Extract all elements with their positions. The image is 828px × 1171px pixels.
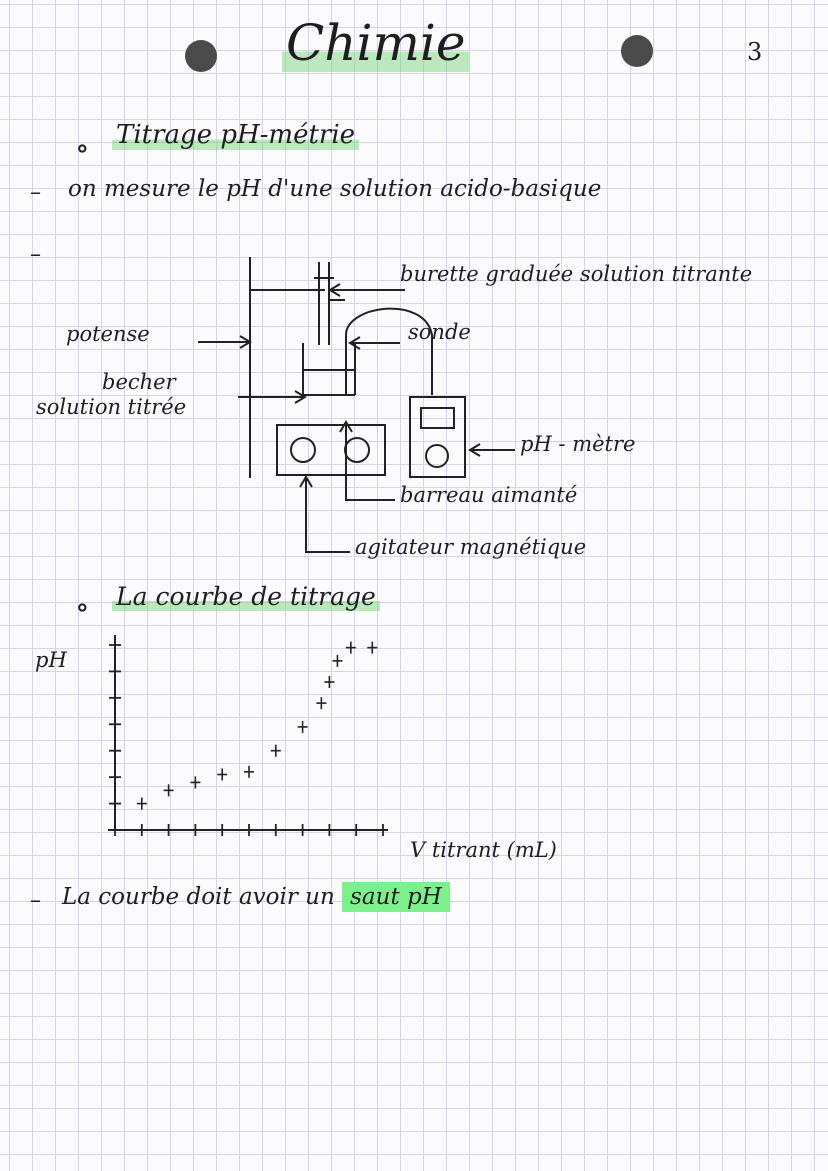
dash-marker: – [30,180,41,205]
dash-marker-3: – [30,888,41,913]
data-point [137,798,147,810]
data-point [298,721,308,733]
label-solution-titree: solution titrée [36,395,187,419]
data-point [316,697,326,709]
data-point [271,745,281,757]
y-axis-label: pH [35,648,67,672]
section-title-titrage: Titrage pH-métrie [112,120,359,150]
label-potence: potense [66,322,150,346]
label-agitateur: agitateur magnétique [355,535,587,559]
label-barreau: barreau aimanté [400,483,578,507]
data-point [190,776,200,788]
data-point [244,766,254,778]
label-becher: becher [102,370,176,394]
conclusion-text: La courbe doit avoir un [62,884,335,910]
bullet-dot-2: ∘ [75,590,90,625]
label-sonde: sonde [408,320,471,344]
x-axis-label: V titrant (mL) [410,838,557,862]
data-point [217,769,227,781]
label-burette: burette graduée solution titrante [400,262,753,286]
text-line-mesure: on mesure le pH d'une solution acido-basique [68,176,602,202]
data-point [367,642,377,654]
page-title: Chimie [282,14,469,72]
label-ph-metre: pH - mètre [520,432,636,456]
bullet-dot: ∘ [75,131,90,166]
section-title-courbe: La courbe de titrage [112,582,380,611]
dash-marker-2: – [30,242,41,267]
conclusion-highlight: saut pH [342,882,450,912]
data-point [164,784,174,796]
data-point [346,642,356,654]
data-point [324,676,334,688]
data-point [332,655,342,667]
page-number: 3 [747,38,763,66]
